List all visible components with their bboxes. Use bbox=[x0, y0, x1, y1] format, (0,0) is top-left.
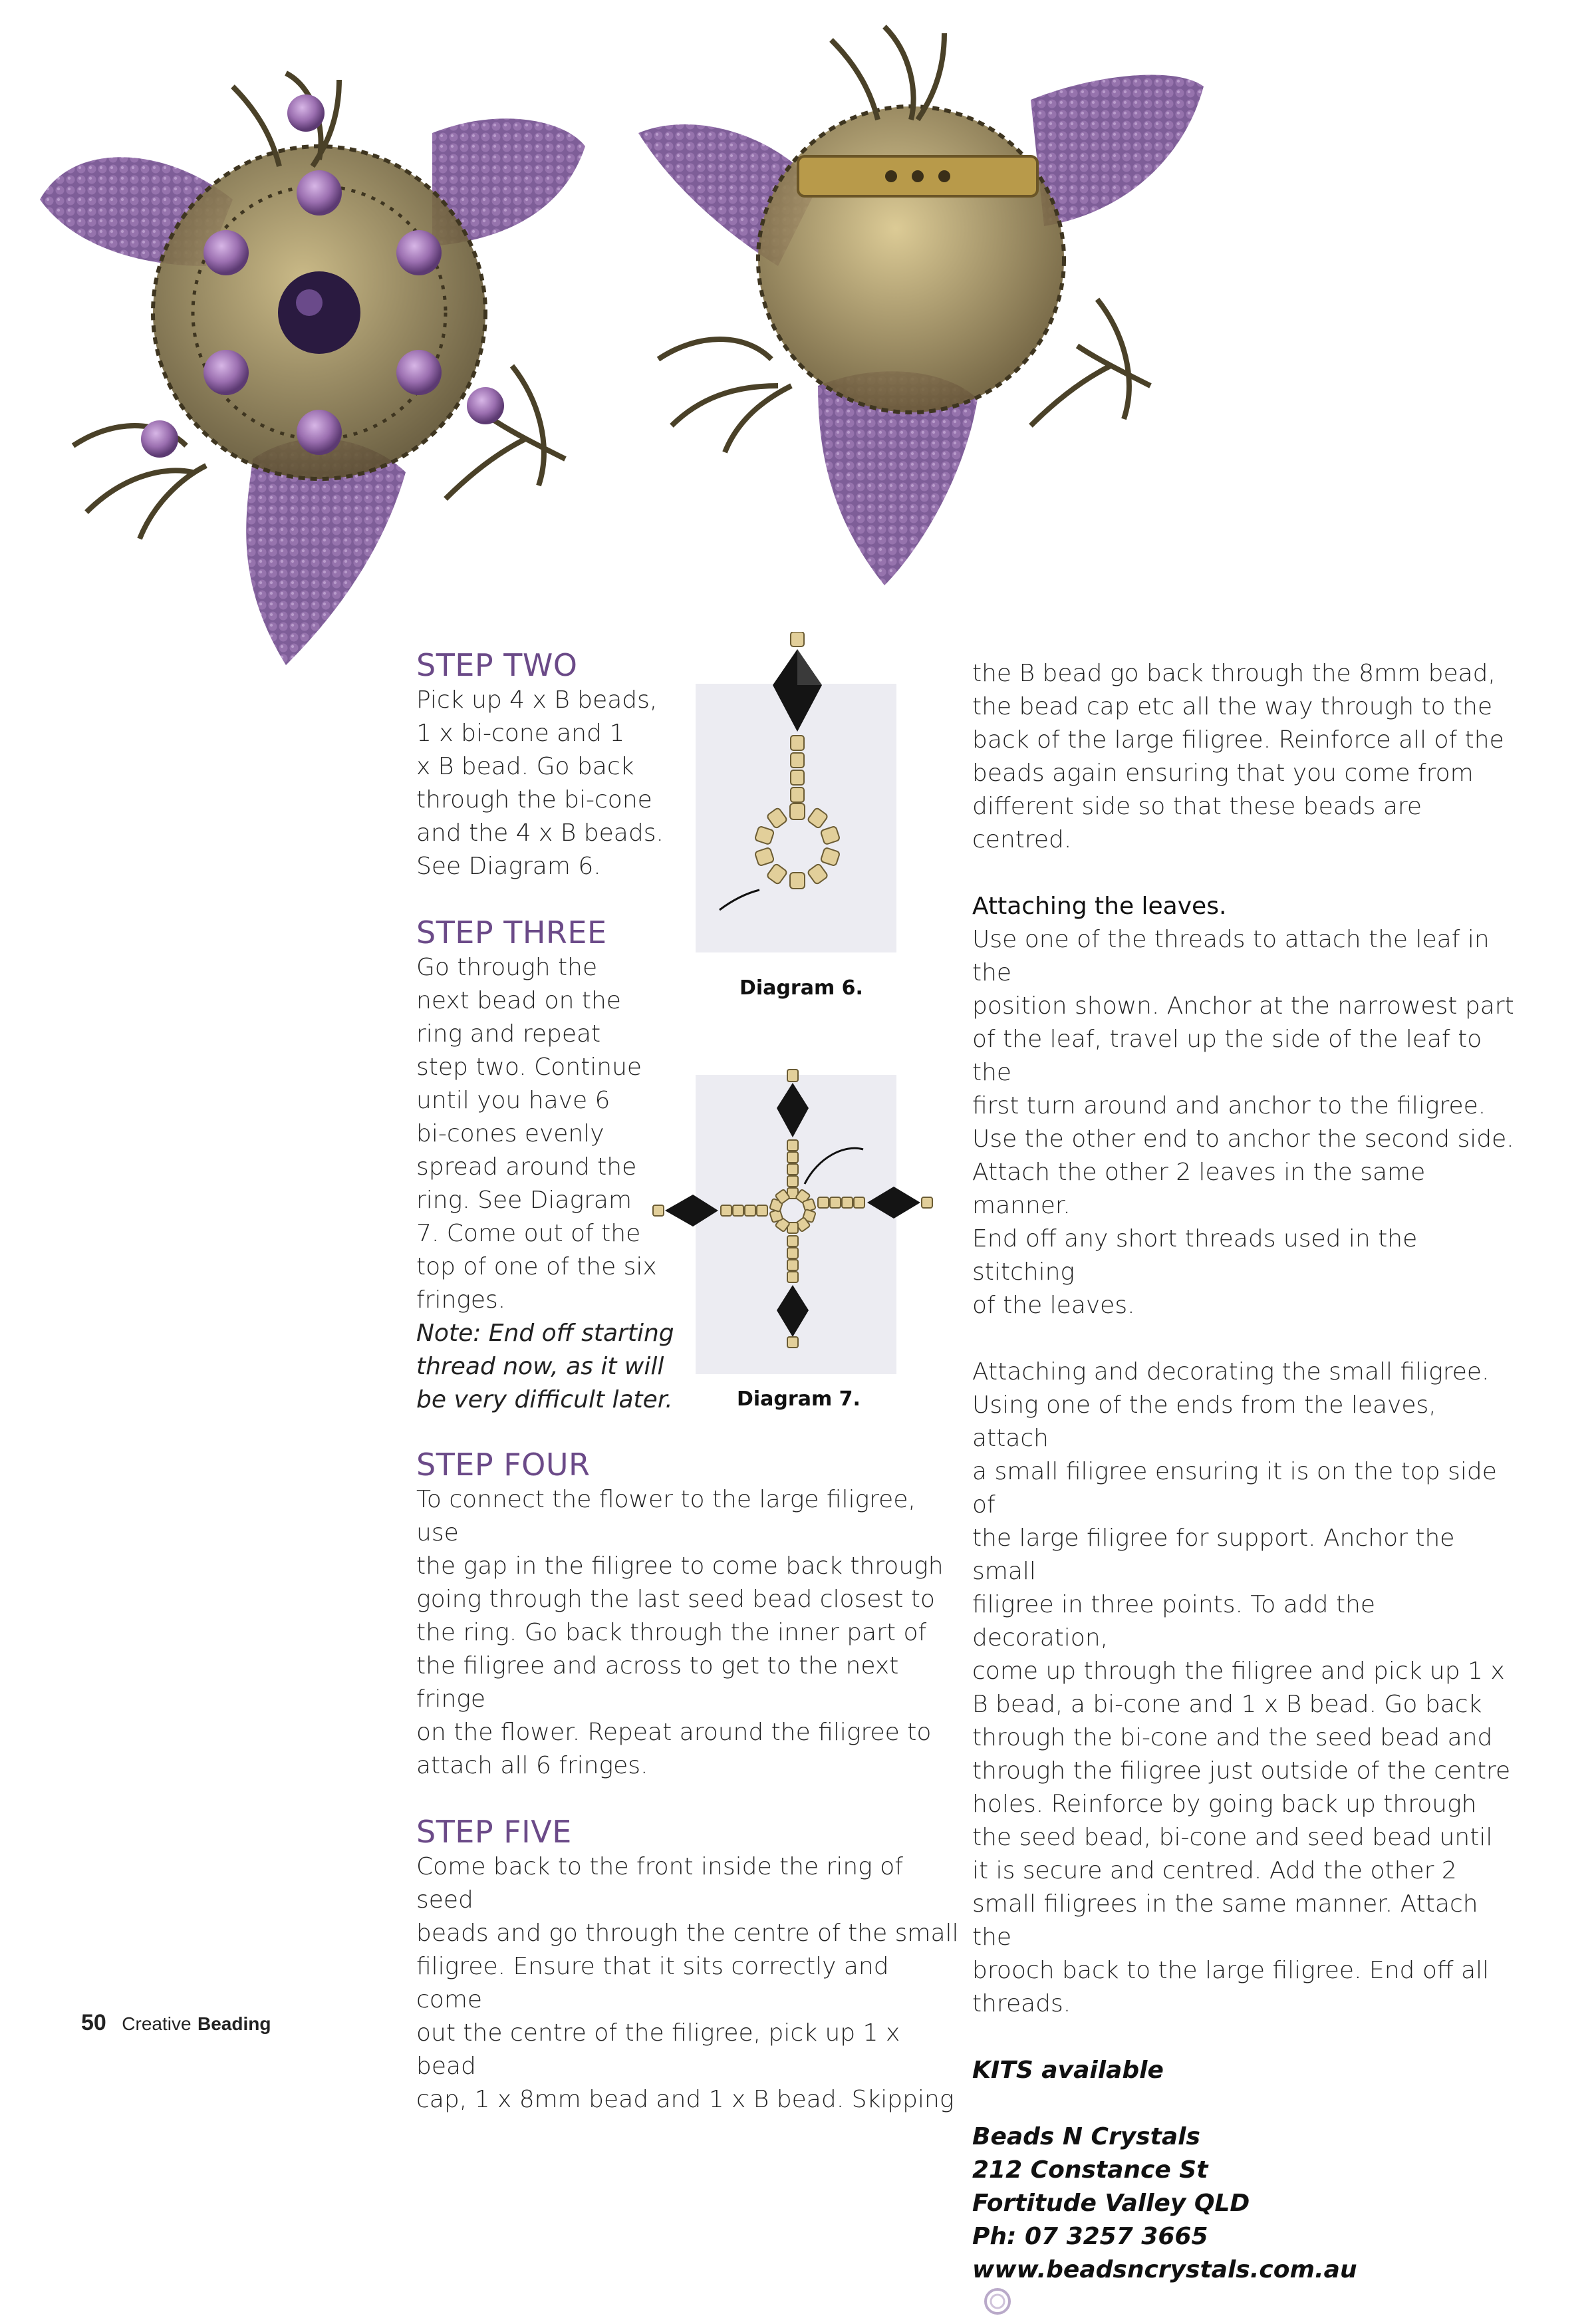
step-two-text: Pick up 4 x B beads, 1 x bi-cone and 1 x B bead. Go back through the bi-cone and the 4 x B beads. See Diagram 6. bbox=[416, 686, 664, 880]
diagram-6-caption: Diagram 6. bbox=[739, 976, 863, 1000]
brooch-back-photo bbox=[632, 13, 1217, 612]
step-three-note: Note: End off starting thread now, as it will be very difficult later. bbox=[416, 1320, 674, 1413]
step-five-text: Come back to the front inside the ring of seed beads and go through the centre of the small filigree. Ensure that it sits correctly and come out the centre of the filigree, pick up 1 x bead cap, 1 x 8mm bead and 1 x B bead. Skipping bbox=[416, 1853, 959, 2113]
shop-address-line1: 212 Constance St bbox=[972, 2156, 1208, 2184]
step-three-text: Go through the next bead on the ring and repeat step two. Continue until you have 6 bi-cones evenly spread around the ring. See Diagram 7. Come out of the top of one of the six fringes. bbox=[416, 954, 657, 1314]
step-four-text: To connect the flower to the large filigree, use the gap in the filigree to come back through going through the last seed bead closest to the ring. Go back through the inner part of the filigree and across to get to the next fringe on the flower. Repeat around the filigree to attach all 6 fringes. bbox=[416, 1486, 944, 1779]
small-filigree-heading: Attaching and decorating the small filigree. bbox=[972, 1358, 1490, 1385]
steps-four-five bbox=[416, 1446, 962, 2116]
brooch-front-photo bbox=[33, 47, 632, 685]
small-filigree-text: Using one of the ends from the leaves, attach a small filigree ensuring it is on the top side of the large filigree for support. Anchor the small filigree in three points. To add the decoration, come up through the filigree and pick up 1 x B bead, a bi-cone and 1 x B bead. Go back through the bi-cone and the seed bead and through the filigree just outside of the centre holes. Reinforce by going back up through the seed bead, bi-cone and seed bead until it is secure and centred. Add the other 2 small filigrees in the same manner. Attach the brooch back to the large filigree. End off all threads. bbox=[972, 1391, 1511, 2017]
magazine-name-part1: Creative bbox=[122, 2013, 192, 2034]
right-column bbox=[972, 657, 1518, 2320]
step-four-heading: STEP FOUR bbox=[416, 1447, 591, 1483]
shop-phone: Ph: 07 3257 3665 bbox=[972, 2223, 1208, 2250]
step-five-heading: STEP FIVE bbox=[416, 1814, 572, 1850]
leaves-heading: Attaching the leaves. bbox=[972, 893, 1227, 920]
shop-website[interactable] bbox=[972, 2253, 1518, 2320]
diagram-7-caption: Diagram 7. bbox=[737, 1387, 861, 1411]
kits-available: KITS available bbox=[972, 2057, 1164, 2084]
leaves-text: Use one of the threads to attach the leaf in the position shown. Anchor at the narrowest part of the leaf, travel up the side of the leaf to the first turn around and anchor to the filigree. Use the other end to anchor the second side. Attach the other 2 leaves in the same manner. End off any short threads used in the stitching of the leaves. bbox=[972, 926, 1514, 1319]
shop-address-line2: Fortitude Valley QLD bbox=[972, 2190, 1250, 2217]
page-number: 50 bbox=[81, 2010, 106, 2035]
shop-website-link[interactable]: www.beadsncrystals.com.au bbox=[972, 2256, 1357, 2283]
step-five-continued: the B bead go back through the 8mm bead, the bead cap etc all the way through to the back of the large filigree. Reinforce all of the beads again ensuring that you come from different side so that these beads are centred. bbox=[972, 660, 1504, 853]
magazine-name-part2: Beading bbox=[198, 2013, 271, 2034]
diagram-7 bbox=[652, 1064, 958, 1350]
step-three-heading: STEP THREE bbox=[416, 915, 607, 950]
centre-crystal bbox=[278, 271, 360, 354]
step-two-heading: STEP TWO bbox=[416, 647, 578, 683]
page-footer bbox=[81, 2010, 271, 2036]
shop-name: Beads N Crystals bbox=[972, 2123, 1200, 2150]
end-mark-icon bbox=[983, 2287, 1012, 2316]
beaded-leaf bbox=[1031, 75, 1204, 226]
diagram-6 bbox=[696, 632, 896, 951]
